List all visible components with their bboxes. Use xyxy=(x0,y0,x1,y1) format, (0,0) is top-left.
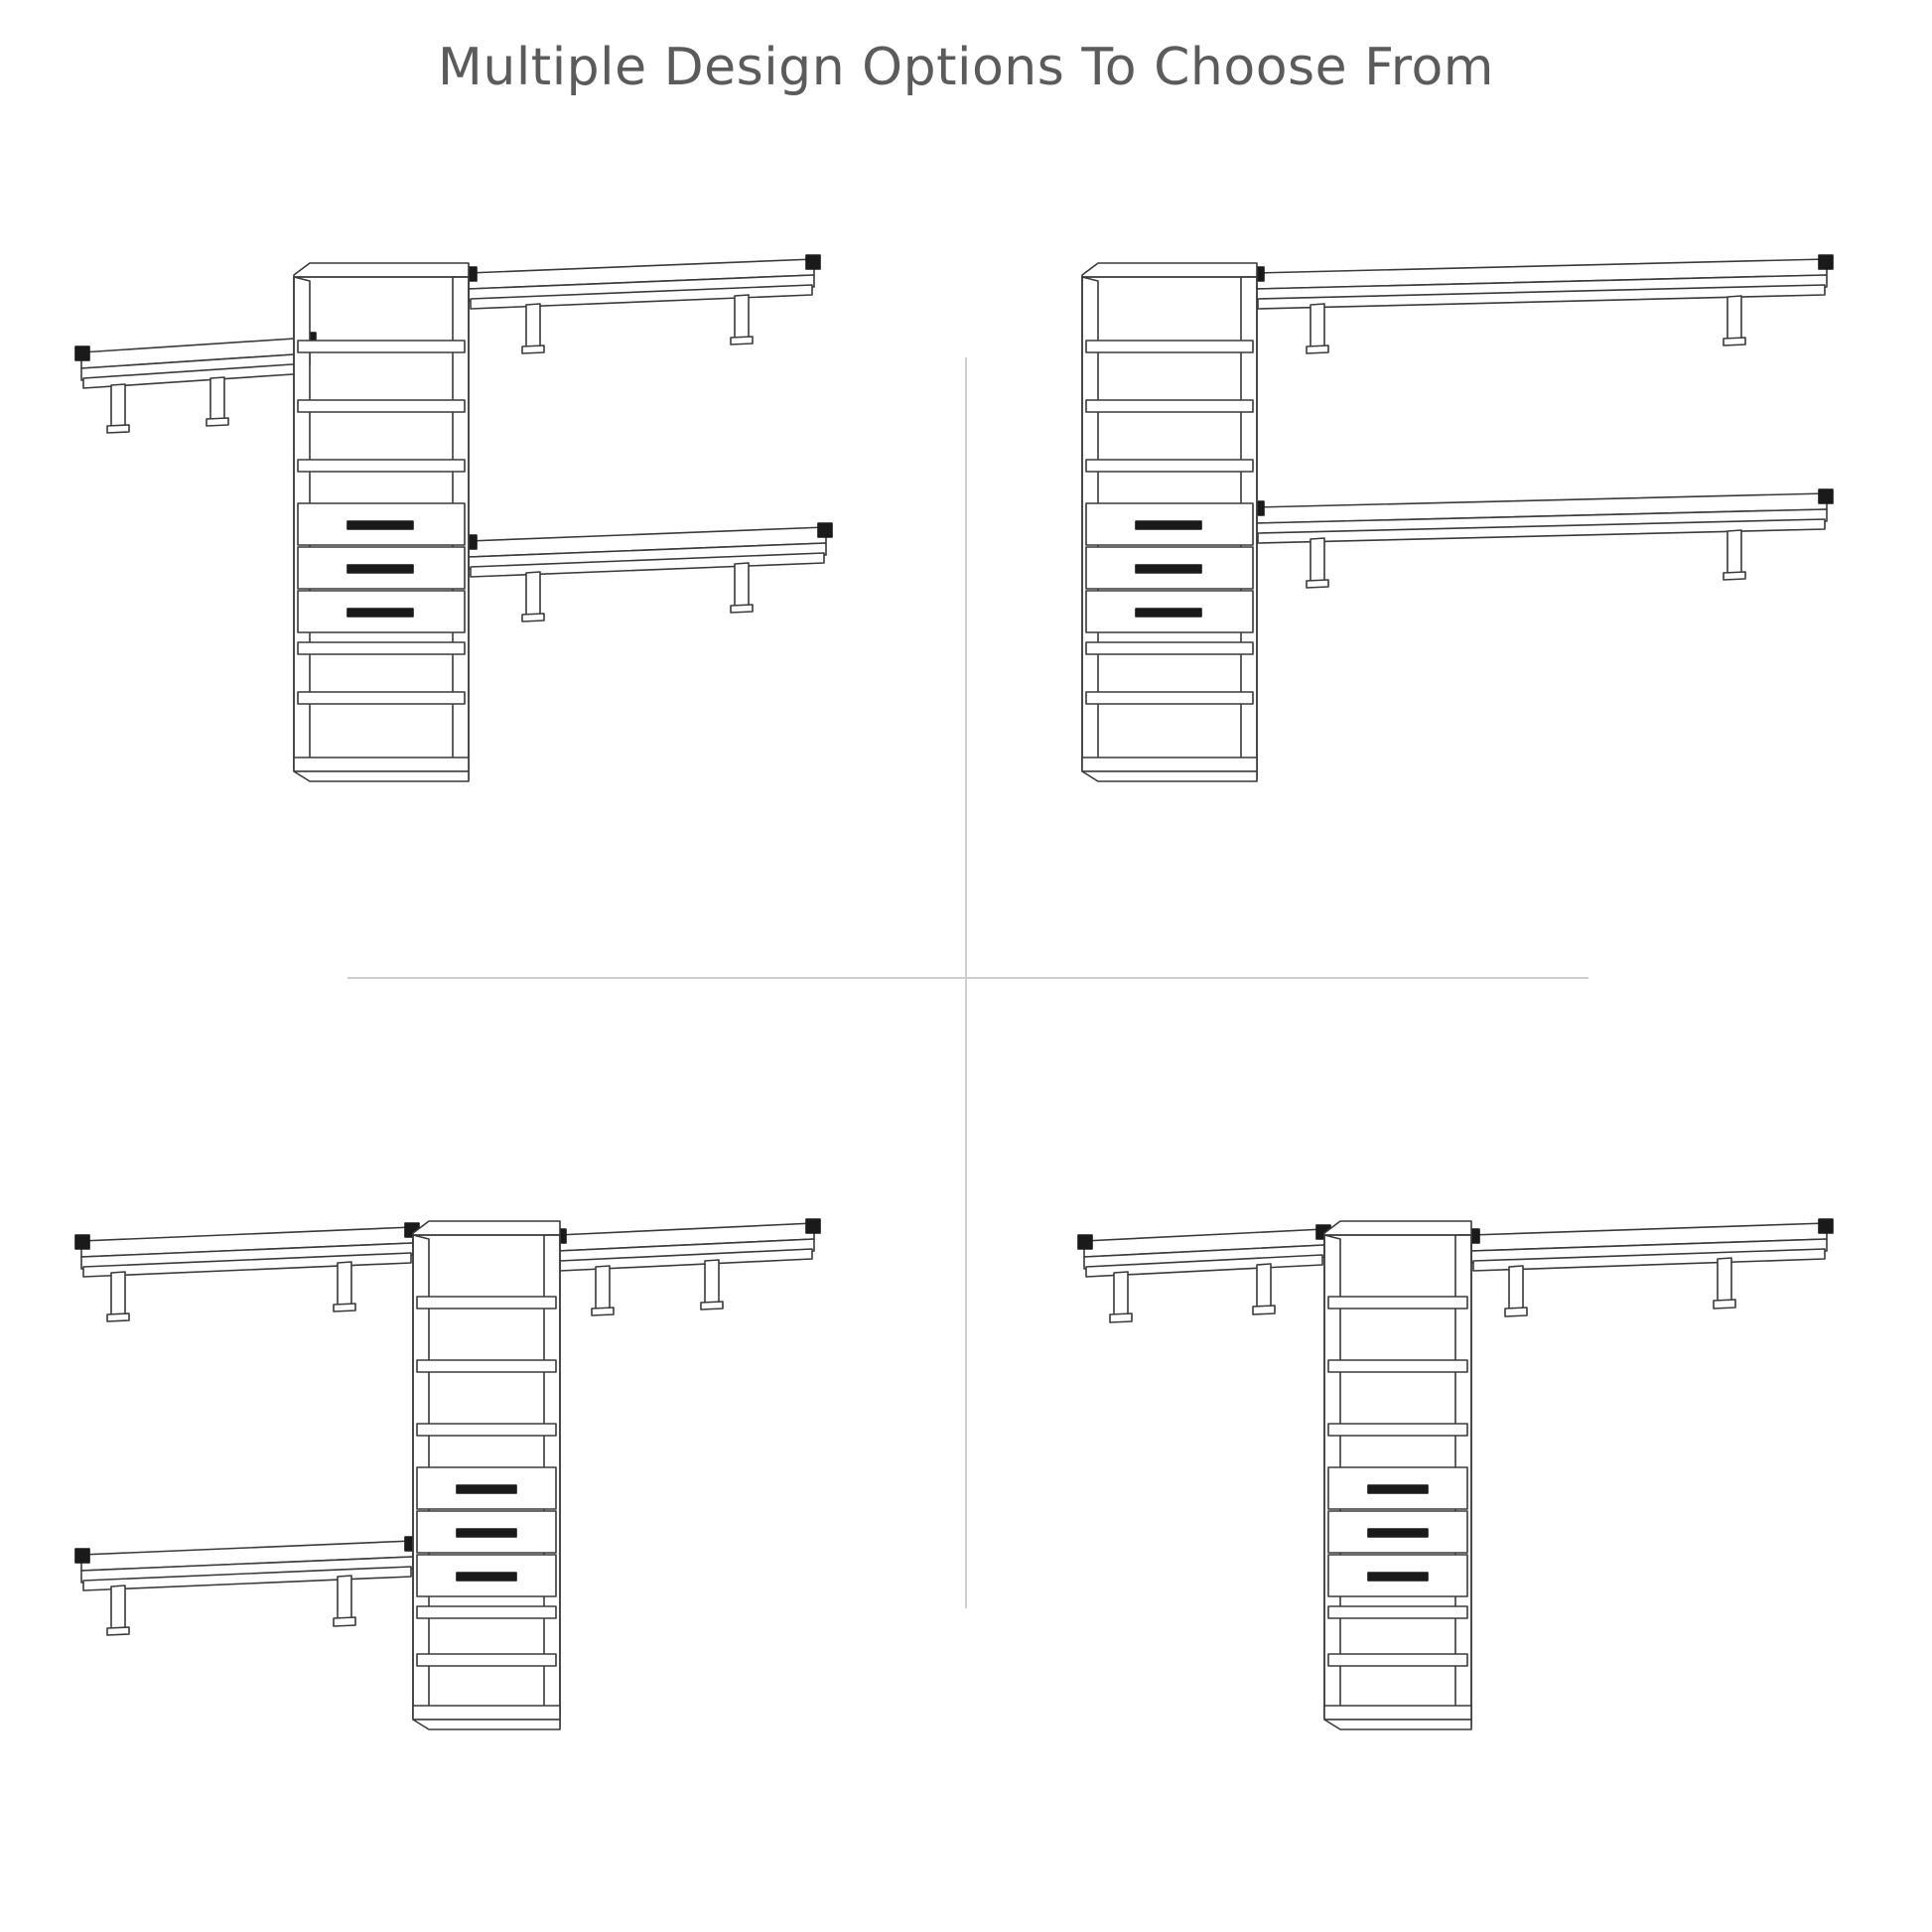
design-option-1 xyxy=(60,253,933,849)
drawer-group xyxy=(417,1467,556,1596)
shelf-right-upper xyxy=(463,255,820,353)
shelf-left-lower xyxy=(75,1537,419,1635)
design-option-3 xyxy=(60,1201,933,1797)
shelf-left-upper xyxy=(75,1223,419,1321)
shelf-right-upper xyxy=(1465,1219,1833,1316)
design-option-4 xyxy=(1072,1201,1916,1797)
page-title: Multiple Design Options To Choose From xyxy=(438,38,1494,97)
tower-unit xyxy=(1082,263,1257,781)
tower-unit xyxy=(294,263,469,781)
drawer-group xyxy=(1086,503,1253,632)
shelf-right-upper xyxy=(552,1219,820,1315)
drawer-group xyxy=(1328,1467,1467,1596)
shelf-right-lower xyxy=(463,523,832,621)
drawer-group xyxy=(298,503,465,632)
tower-unit xyxy=(413,1221,560,1729)
shelf-left-upper xyxy=(75,333,316,433)
shelf-right-lower xyxy=(1250,489,1833,588)
shelf-left-upper xyxy=(1078,1225,1330,1322)
tower-unit xyxy=(1324,1221,1471,1729)
shelf-right-upper xyxy=(1250,255,1833,353)
design-option-2 xyxy=(1072,253,1916,849)
